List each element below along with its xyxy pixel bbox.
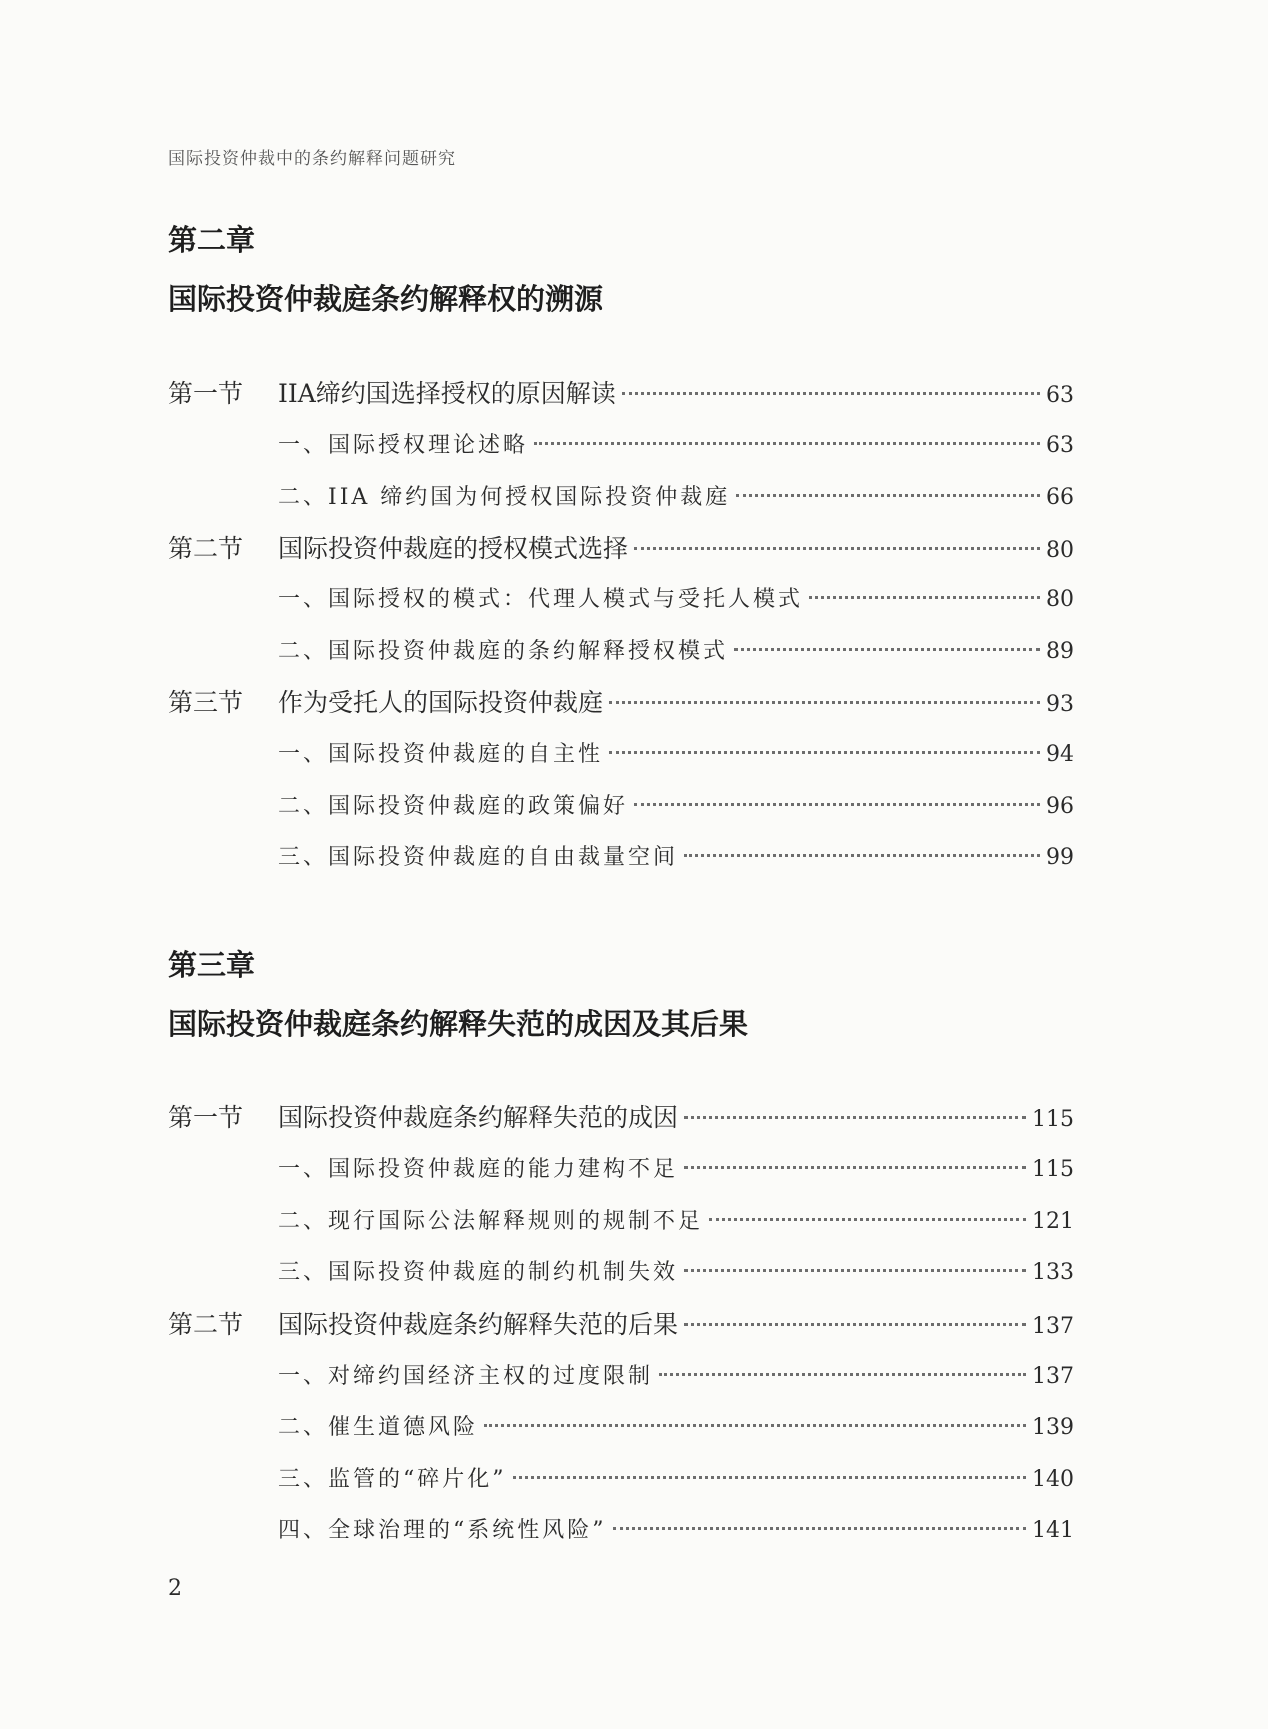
toc-entry-subsection[interactable] [278, 480, 1074, 516]
toc-entry-section[interactable] [168, 531, 1074, 567]
toc-entry-section[interactable] [168, 376, 1074, 412]
toc-entry-title: 二、IIA 缔约国为何授权国际投资仲裁庭 [278, 485, 731, 510]
section-number: 第二节 [168, 1310, 244, 1339]
toc-page-number: 115 [1032, 1107, 1074, 1132]
toc-entry-subsection[interactable] [278, 1513, 1074, 1549]
toc-entry-title: 二、现行国际公法解释规则的规制不足 [278, 1209, 704, 1234]
toc-entry-title: 一、国际投资仲裁庭的自主性 [278, 742, 604, 767]
dot-leader [609, 751, 1040, 754]
section-number: 第二节 [168, 534, 244, 563]
toc-entry-title: 三、国际投资仲裁庭的制约机制失效 [278, 1260, 679, 1285]
toc-page-number: 115 [1032, 1157, 1074, 1182]
section-number: 第一节 [168, 1103, 244, 1132]
toc-entry-title: 国际投资仲裁庭条约解释失范的成因 [278, 1103, 679, 1132]
toc-page-number: 121 [1032, 1209, 1074, 1234]
toc-entry-subsection[interactable] [278, 1410, 1074, 1446]
toc-entry-title: 一、国际授权的模式：代理人模式与受托人模式 [278, 587, 804, 612]
toc-entry-subsection[interactable] [278, 737, 1074, 773]
dot-leader [484, 1424, 1026, 1427]
toc-entry-title: 二、国际投资仲裁庭的条约解释授权模式 [278, 639, 729, 664]
toc-entry-title: 三、监管的“碎片化” [278, 1467, 507, 1492]
toc-entry-subsection[interactable] [278, 1462, 1074, 1498]
toc-entry-section[interactable] [168, 685, 1074, 721]
dot-leader [684, 1166, 1026, 1169]
toc-page-number: 80 [1046, 538, 1074, 563]
dot-leader [534, 442, 1040, 445]
dot-leader [634, 803, 1040, 806]
chapter-2-label: 第二章 [168, 223, 256, 257]
toc-entry-subsection[interactable] [278, 1255, 1074, 1291]
toc-entry-subsection[interactable] [278, 1204, 1074, 1240]
toc-page-number: 96 [1046, 794, 1074, 819]
dot-leader [684, 1116, 1026, 1119]
toc-page-number: 63 [1046, 433, 1074, 458]
toc-entry-title: 一、对缔约国经济主权的过度限制 [278, 1364, 654, 1389]
toc-page-number: 89 [1046, 639, 1074, 664]
toc-entry-section[interactable] [168, 1100, 1074, 1136]
toc-entry-subsection[interactable] [278, 1152, 1074, 1188]
page-number: 2 [168, 1576, 182, 1601]
toc-entry-title: 二、国际投资仲裁庭的政策偏好 [278, 794, 629, 819]
dot-leader [684, 1323, 1026, 1326]
toc-entry-title: 二、催生道德风险 [278, 1415, 479, 1440]
toc-page-number: 63 [1046, 383, 1074, 408]
toc-entry-subsection[interactable] [278, 634, 1074, 670]
dot-leader [659, 1373, 1026, 1376]
toc-entry-title: 国际投资仲裁庭的授权模式选择 [278, 534, 629, 563]
toc-entry-title: 一、国际授权理论述略 [278, 433, 529, 458]
toc-page-number: 80 [1046, 587, 1074, 612]
toc-entry-title: 三、国际投资仲裁庭的自由裁量空间 [278, 845, 679, 870]
chapter-3-label: 第三章 [168, 948, 256, 982]
toc-entry-subsection[interactable] [278, 789, 1074, 825]
toc-page-number: 141 [1032, 1518, 1074, 1543]
toc-page-number: 66 [1046, 485, 1074, 510]
toc-entry-title: 一、国际投资仲裁庭的能力建构不足 [278, 1157, 679, 1182]
dot-leader [609, 701, 1040, 704]
dot-leader [634, 547, 1040, 550]
dot-leader [809, 596, 1040, 599]
dot-leader [734, 648, 1040, 651]
dot-leader [736, 494, 1040, 497]
toc-page-number: 137 [1032, 1364, 1074, 1389]
toc-page-number: 137 [1032, 1314, 1074, 1339]
toc-page-number: 94 [1046, 742, 1074, 767]
toc-page-number: 139 [1032, 1415, 1074, 1440]
toc-entry-subsection[interactable] [278, 582, 1074, 618]
toc-entry-title: IIA缔约国选择授权的原因解读 [278, 379, 616, 408]
chapter-3-title: 国际投资仲裁庭条约解释失范的成因及其后果 [168, 1007, 749, 1041]
toc-entry-section[interactable] [168, 1307, 1074, 1343]
dot-leader [709, 1218, 1026, 1221]
toc-entry-subsection[interactable] [278, 840, 1074, 876]
chapter-2-title: 国际投资仲裁庭条约解释权的溯源 [168, 282, 604, 316]
toc-page-number: 99 [1046, 845, 1074, 870]
running-head: 国际投资仲裁中的条约解释问题研究 [168, 149, 456, 169]
section-number: 第一节 [168, 379, 244, 408]
dot-leader [513, 1476, 1027, 1479]
dot-leader [613, 1527, 1027, 1530]
toc-entry-title: 作为受托人的国际投资仲裁庭 [278, 688, 604, 717]
toc-page-number: 93 [1046, 692, 1074, 717]
section-number: 第三节 [168, 688, 244, 717]
toc-entry-title: 四、全球治理的“系统性风险” [278, 1518, 607, 1543]
dot-leader [622, 392, 1040, 395]
dot-leader [684, 854, 1040, 857]
toc-entry-title: 国际投资仲裁庭条约解释失范的后果 [278, 1310, 679, 1339]
toc-page-number: 133 [1032, 1260, 1074, 1285]
toc-page-number: 140 [1032, 1467, 1074, 1492]
toc-entry-subsection[interactable] [278, 1359, 1074, 1395]
toc-entry-subsection[interactable] [278, 428, 1074, 464]
dot-leader [684, 1269, 1026, 1272]
